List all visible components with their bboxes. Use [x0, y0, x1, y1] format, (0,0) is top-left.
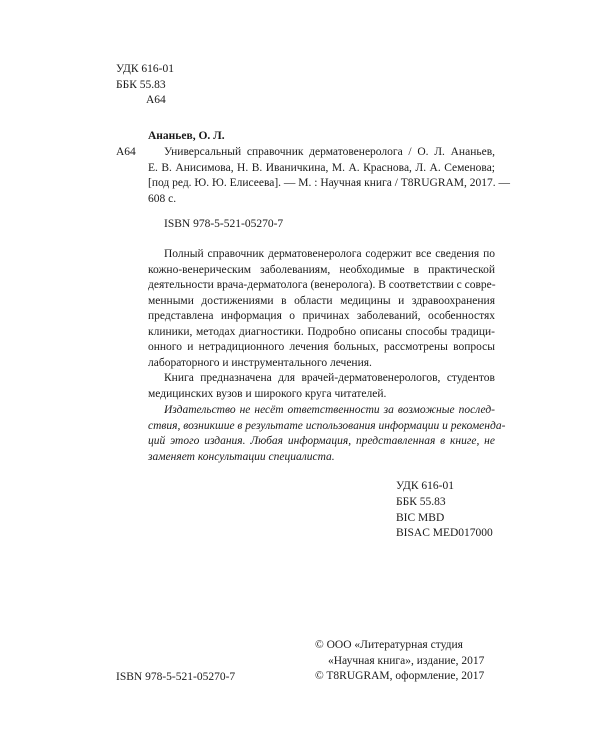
annotation-line: кожно-венерическим заболеваниям, необходимые в практической — [148, 263, 495, 276]
disclaimer-line: заменяет консультации специалиста. — [148, 450, 335, 463]
copyright-line: «Научная книга», издание, 2017 — [328, 654, 485, 667]
annotation-line: медицинских вузов и широкого круга читателей. — [148, 387, 387, 400]
bib-line: Универсальный справочник дерматовенеролога / О. Л. Ананьев, — [164, 146, 495, 158]
bbk-code: ББК 55.83 — [116, 78, 166, 91]
disclaimer-line: ций этого издания. Любая информация, представленная в книге, не — [148, 435, 495, 447]
bottom-isbn: ISBN 978-5-521-05270-7 — [116, 671, 236, 683]
author-mark: А64 — [146, 94, 166, 106]
top-classification — [116, 62, 174, 109]
copyright-line: © T8RUGRAM, оформление, 2017 — [315, 670, 485, 682]
disclaimer-line: Издательство не несёт ответственности за возможные послед- — [164, 404, 495, 416]
udk-code: УДК 616-01 — [116, 63, 174, 75]
bib-line: [под ред. Ю. Ю. Елисеева]. — М. : Научная книга / T8RUGRAM, 2017. — — [148, 177, 511, 189]
annotation-line: представлена информация о причинах заболеваний, особенностях — [148, 310, 495, 322]
author-heading: Ананьев, О. Л. — [148, 130, 225, 142]
annotation-line: онного и нетрадиционного лечения больных, рассмотрены вопросы — [148, 341, 495, 353]
annotation-line: деятельности врача-дерматолога (венеролога). В соответствии с совре- — [148, 279, 496, 291]
disclaimer-line: ствия, возникшие в результате использования информации и рекоменда- — [148, 419, 506, 432]
annotation-line: лабораторного и инструментального лечения. — [148, 356, 372, 369]
bib-line: Е. В. Анисимова, Н. В. Иваничкина, М. А. Краснова, Л. А. Семенова; — [148, 161, 495, 174]
author-mark-left: А64 — [116, 146, 136, 158]
copyright-line: © ООО «Литературная студия — [315, 639, 463, 651]
annotation-line: клиники, методах диагностики. Подробно описаны способы традици- — [148, 325, 495, 338]
isbn-record: ISBN 978-5-521-05270-7 — [164, 218, 284, 230]
bib-line: 608 с. — [148, 192, 177, 205]
bic-code: BIC MBD — [396, 511, 445, 524]
bisac-code: BISAC MED017000 — [396, 527, 493, 540]
bibliographic-description — [148, 145, 511, 207]
annotation — [148, 247, 495, 402]
annotation-line: Книга предназначена для врачей-дерматовенерологов, студентов — [164, 372, 495, 384]
copyright-block — [315, 638, 484, 685]
annotation-line: менными достижениями в области медицины и здравоохранения — [148, 294, 495, 307]
bbk-code: ББК 55.83 — [396, 495, 446, 508]
disclaimer — [148, 403, 506, 465]
annotation-line: Полный справочник дерматовенеролога содержит все сведения по — [164, 248, 495, 260]
udk-code: УДК 616-01 — [396, 480, 454, 492]
right-classification — [396, 479, 493, 542]
